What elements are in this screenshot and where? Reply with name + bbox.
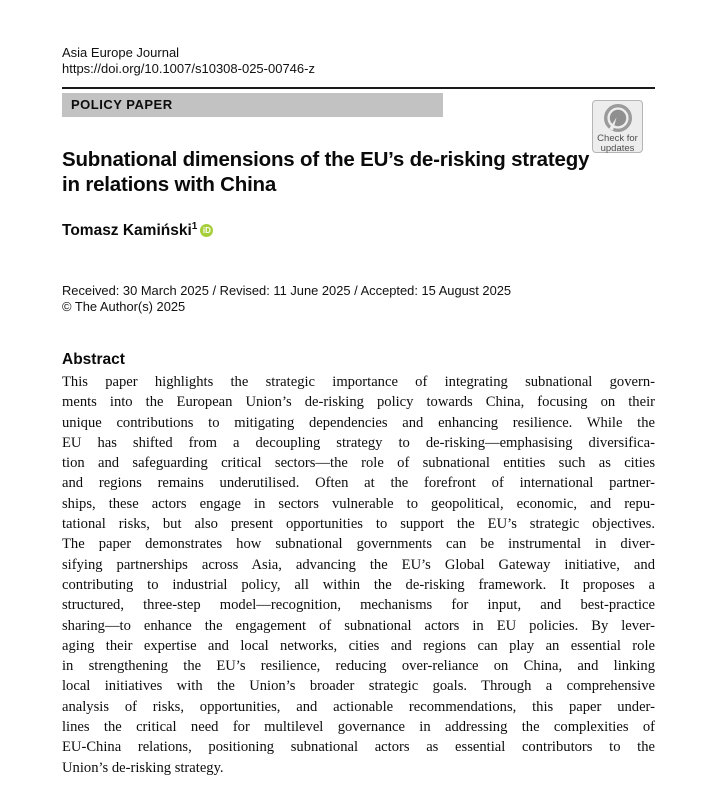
orcid-icon[interactable]: iD — [200, 224, 213, 237]
abstract-line: ships, these actors engage in sectors vulnerable to geopolitical, economic, and repu- — [62, 495, 655, 512]
journal-header — [62, 45, 655, 77]
abstract-line: This paper highlights the strategic importance of integrating subnational govern- — [62, 374, 655, 390]
abstract-line: unique contributions to mitigating dependencies and enhancing resilience. While the — [62, 414, 655, 431]
abstract-line: The paper demonstrates how subnational governments can be instrumental in diver- — [62, 536, 655, 553]
abstract-line: tational risks, but also present opportunities to support the EU’s strategic objectives. — [62, 516, 655, 533]
header-divider — [62, 87, 655, 89]
crossmark-icon — [593, 103, 642, 134]
badge-text-line1: Check for — [597, 133, 638, 144]
abstract-text — [62, 372, 655, 778]
abstract-line: in strengthening the EU’s resilience, reducing over-reliance on China, and linking — [62, 658, 655, 675]
abstract-line: sharing—to enhance the engagement of subnational actors in EU policies. By lever- — [62, 617, 655, 634]
author-row — [62, 221, 655, 240]
badge-text-line2: updates — [600, 142, 635, 154]
page-title-line1: Subnational dimensions of the EU’s de-risking strategy — [62, 148, 590, 171]
abstract-line: lines the critical need for multilevel governance in addressing the complexities of — [62, 719, 655, 736]
publication-history — [62, 283, 655, 316]
abstract-line: and regions remains underutilised. Often at the forefront of international partner- — [62, 475, 655, 492]
abstract-line: analysis of risks, opportunities, and actionable recommendations, this paper under- — [62, 698, 655, 715]
page-title — [62, 147, 655, 198]
check-for-updates-badge[interactable] — [592, 100, 643, 153]
abstract-line: EU-China relations, positioning subnational actors as essential contributors to the — [62, 739, 655, 756]
abstract-line: aging their expertise and local networks, cities and regions can play an essential role — [62, 637, 655, 654]
abstract-line: tion and safeguarding critical sectors—the role of subnational entities such as cities — [62, 455, 655, 472]
article-type-banner: POLICY PAPER — [62, 93, 443, 117]
abstract-line: local initiatives with the Union’s broader strategic goals. Through a comprehensive — [62, 678, 655, 695]
abstract-line: structured, three-step model—recognition, mechanisms for input, and best-practice — [62, 597, 655, 614]
abstract-line: ments into the European Union’s de-risking policy towards China, focusing on their — [62, 394, 655, 411]
page-title-line2: in relations with China — [62, 173, 277, 197]
author-name: Tomasz Kamiński — [62, 222, 192, 240]
abstract-line: Union’s de-risking strategy. — [62, 759, 224, 776]
abstract-line: contributing to industrial policy, all within the de-risking framework. It proposes a — [62, 576, 655, 593]
copyright-notice: © The Author(s) 2025 — [62, 299, 186, 315]
abstract-heading: Abstract — [62, 351, 125, 368]
journal-name: Asia Europe Journal — [62, 45, 180, 60]
abstract-line: EU has shifted from a decoupling strategy to de-risking—emphasising diversifica- — [62, 434, 655, 451]
affiliation-superscript: 1 — [191, 221, 198, 232]
submission-history: Received: 30 March 2025 / Revised: 11 June 2025 / Accepted: 15 August 2025 — [62, 283, 512, 298]
abstract-line: sifying partnerships across Asia, advancing the EU’s Global Gateway initiative, and — [62, 556, 655, 573]
doi-link[interactable]: https://doi.org/10.1007/s10308-025-00746-z — [62, 61, 315, 77]
